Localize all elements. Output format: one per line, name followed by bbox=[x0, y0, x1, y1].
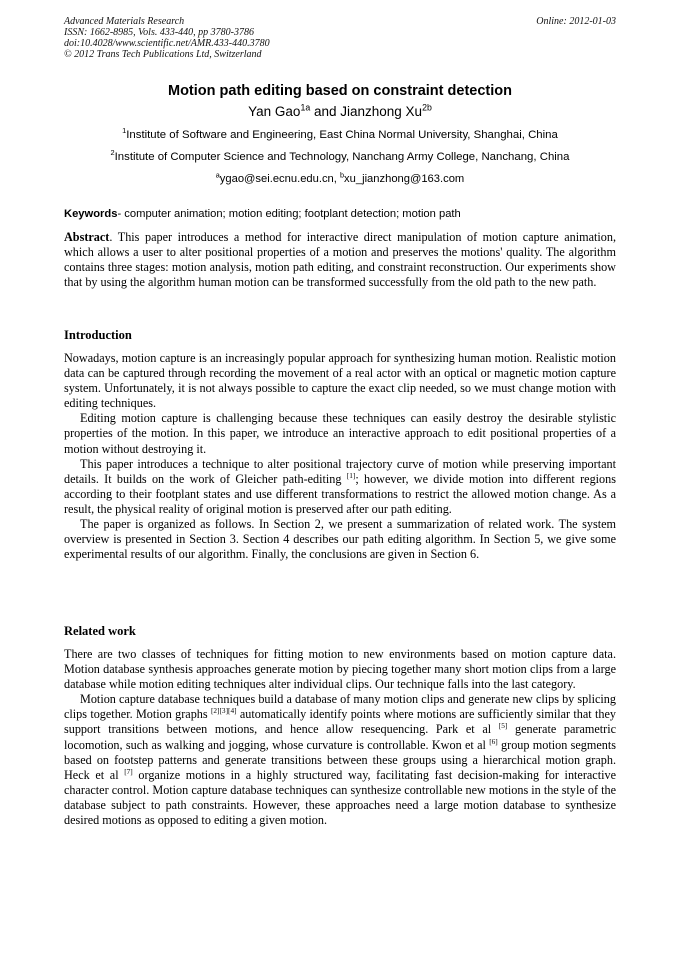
intro-p3-a: This paper introduces a technique to alter positional trajectory curve of motion while preserving important details. It builds on the work of Gleicher path-editing bbox=[64, 456, 616, 486]
intro-p3-b: ; however, we divide motion into different regions according to their footplant states and use different transformations to restrict the allowed motion change. As a result, the physical reality of original motion is preserved after our path editing. bbox=[64, 471, 616, 516]
email-a-sup: a bbox=[215, 170, 220, 180]
doi-line: doi:10.4028/www.scientific.net/AMR.433-440.3780 bbox=[64, 38, 270, 49]
intro-paragraph-2: Editing motion capture is challenging because these techniques can easily destroy the desirable stylistic properties of the motion. In this paper, we introduce an interactive approach to edit positional properties of a motion without destroying it. bbox=[64, 411, 616, 456]
affiliation-2-sup: 2 bbox=[110, 148, 115, 158]
email-b: xu_jianzhong@163.com bbox=[344, 173, 465, 185]
author-2: Jianzhong Xu bbox=[340, 104, 423, 119]
citation-2-3-4: [2][3][4] bbox=[210, 706, 237, 716]
email-a: ygao@sei.ecnu.edu.cn, bbox=[219, 173, 340, 185]
affiliation-2-text: Institute of Computer Science and Technology, Nanchang Army College, Nanchang, China bbox=[114, 151, 570, 163]
introduction-body bbox=[64, 351, 616, 562]
related-work-heading: Related work bbox=[64, 624, 136, 638]
affiliation-1-sup: 1 bbox=[122, 126, 127, 136]
online-date: Online: 2012-01-03 bbox=[536, 16, 616, 27]
abstract-label: Abstract bbox=[64, 230, 110, 244]
copyright-line: © 2012 Trans Tech Publications Ltd, Switzerland bbox=[64, 49, 262, 60]
issn-line: ISSN: 1662-8985, Vols. 433-440, pp 3780-3786 bbox=[64, 27, 254, 38]
title-block bbox=[64, 82, 616, 188]
related-p2-b: automatically identify points where motions are sufficiently similar that they support transitions between motions, and hence allow resequencing. Park et al bbox=[64, 707, 616, 737]
keywords-label: Keywords bbox=[64, 208, 118, 220]
related-p2-e: organize motions in a highly structured way, facilitating fast decision-making for interactive character control. Motion capture database techniques can synthesize controllable new motions in the style of the database subject to path constraints. However, these approaches need a large motion database to synthesize desired motions as opposed to editing a given motion. bbox=[64, 767, 616, 828]
affiliation-2 bbox=[64, 147, 616, 167]
author-1-sup: 1a bbox=[300, 102, 311, 113]
author-and: and bbox=[310, 104, 341, 119]
related-paragraph-1: There are two classes of techniques for fitting motion to new environments based on motion capture data. Motion database synthesis approaches generate motion by piecing together many short motion clips from a large database while motion editing techniques alter individual clips. Our technique falls into the last category. bbox=[64, 647, 616, 692]
keywords bbox=[64, 206, 616, 222]
email-b-sup: b bbox=[340, 170, 345, 180]
paper-title: Motion path editing based on constraint detection bbox=[168, 83, 512, 99]
affiliation-1 bbox=[64, 125, 616, 145]
introduction-heading: Introduction bbox=[64, 328, 132, 342]
email-line bbox=[64, 170, 616, 188]
citation-7: [7] bbox=[124, 766, 133, 776]
keywords-text: - computer animation; motion editing; footplant detection; motion path bbox=[117, 208, 461, 220]
abstract bbox=[64, 230, 616, 290]
author-line bbox=[64, 102, 616, 122]
author-2-sup: 2b bbox=[422, 102, 432, 113]
intro-paragraph-3 bbox=[64, 457, 616, 517]
citation-6: [6] bbox=[489, 736, 498, 746]
journal-header bbox=[64, 16, 616, 60]
intro-paragraph-4: The paper is organized as follows. In Section 2, we present a summarization of related work. The system overview is presented in Section 3. Section 4 describes our path editing algorithm. In Section 5, we give some experimental results of our algorithm. Finally, the conclusions are given in Section 6. bbox=[64, 517, 616, 562]
journal-name: Advanced Materials Research bbox=[64, 16, 185, 27]
author-1: Yan Gao bbox=[248, 104, 301, 119]
affiliation-1-text: Institute of Software and Engineering, East China Normal University, Shanghai, China bbox=[126, 129, 558, 141]
abstract-text: . This paper introduces a method for interactive direct manipulation of motion capture animation, which allows a user to alter positional properties of a motion and preserves the motions' quality. The algorithm contains three stages: motion analysis, motion path editing, and constraint reconstruction. Our experiments show that by using the algorithm human motion can be transformed successfully from the old path to the new path. bbox=[64, 230, 616, 290]
related-paragraph-2 bbox=[64, 692, 616, 828]
related-p2-c: generate parametric locomotion, such as walking and jogging, whose curvature is controllable. Kwon et al bbox=[64, 722, 616, 752]
intro-paragraph-1: Nowadays, motion capture is an increasingly popular approach for synthesizing human motion. Realistic motion data can be captured through recording the movement of a real actor with an optical or magnetic motion capture system. Unfortunately, it is not always possible to capture the exact clip needed, so we must change motion with editing techniques. bbox=[64, 351, 616, 411]
related-p2-a: Motion capture database techniques build a database of many motion clips and generate new clips by splicing clips together. Motion graphs bbox=[64, 692, 616, 722]
related-p2-d: group motion segments based on footstep patterns and generate transitions between these groups using a hierarchical motion graph. Heck et al bbox=[64, 737, 616, 782]
citation-1: [1] bbox=[346, 470, 356, 480]
citation-5: [5] bbox=[498, 721, 508, 731]
related-work-body bbox=[64, 647, 616, 828]
